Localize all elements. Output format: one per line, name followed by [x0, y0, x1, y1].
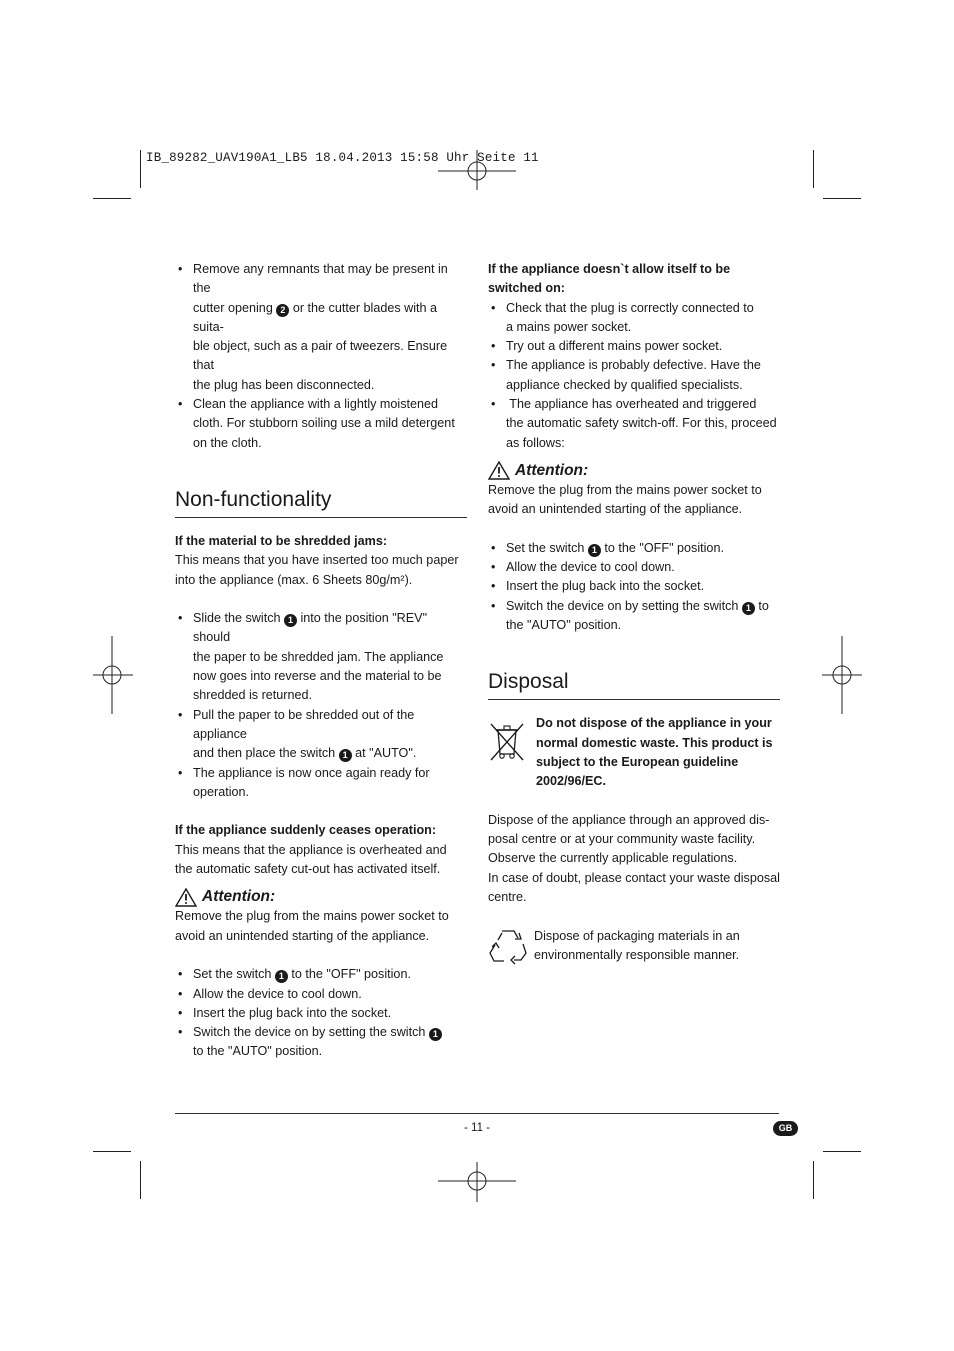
line: Remove any remnants that may be present in the: [193, 262, 448, 296]
list-item: [488, 395, 780, 453]
warning-triangle-icon: [488, 461, 510, 480]
paragraph: [488, 481, 780, 520]
line: The appliance has overheated and triggered: [506, 397, 757, 412]
attention-label: Attention:: [515, 461, 589, 479]
line: Observe the currently applicable regulations.: [488, 851, 738, 866]
crop-mark: [93, 1151, 131, 1152]
attention-label: Attention:: [202, 888, 276, 906]
crossed-bin-icon: [488, 720, 526, 762]
list-item: [175, 706, 467, 764]
line: centre.: [488, 890, 527, 905]
paragraph: [488, 811, 780, 907]
list-item: [175, 609, 467, 705]
line: Remove the plug from the mains power socket to: [175, 909, 449, 924]
line: Switch the device on by setting the switch 1: [193, 1025, 442, 1039]
crop-mark: [140, 150, 141, 188]
list-item: • Try out a different mains power socket.: [488, 337, 780, 356]
line: shredded is returned.: [193, 688, 313, 703]
line: into the appliance (max. 6 Sheets 80g/m²).: [175, 572, 413, 587]
crop-mark: [823, 198, 861, 199]
subheading: [488, 260, 780, 299]
print-slug: IB_89282_UAV190A1_LB5 18.04.2013 15:58 Uhr Seite 11: [146, 151, 539, 165]
line: normal domestic waste. This product is: [536, 735, 773, 750]
line: subject to the European guideline: [536, 754, 739, 769]
line: Slide the switch 1 into the position "REV" should: [193, 611, 428, 645]
line: If the appliance doesn`t allow itself to be: [488, 262, 731, 276]
line: posal centre or at your community waste facility.: [488, 832, 756, 847]
line: In case of doubt, please contact your waste disposal: [488, 870, 780, 885]
weee-notice: [488, 714, 780, 791]
line: avoid an unintended starting of the appliance.: [488, 502, 743, 517]
line: on the cloth.: [193, 435, 262, 450]
line: avoid an unintended starting of the appliance.: [175, 928, 430, 943]
list-item: • Insert the plug back into the socket.: [175, 1004, 467, 1023]
line: This means that the appliance is overheated and: [175, 842, 447, 857]
line: environmentally responsible manner.: [534, 947, 740, 962]
list-item: [175, 260, 467, 395]
paragraph: [175, 551, 467, 590]
line: Remove the plug from the mains power socket to: [488, 482, 762, 497]
cleaning-list: [175, 260, 467, 453]
line: the plug has been disconnected.: [193, 377, 375, 392]
footer-rule: [175, 1113, 779, 1114]
circled-number-icon: 1: [284, 614, 297, 627]
registration-mark-icon: [438, 1162, 516, 1202]
crop-mark: [823, 1151, 861, 1152]
list-item: [175, 764, 467, 803]
list-item: • Set the switch 1 to the "OFF" position.: [488, 539, 780, 558]
line: operation.: [193, 784, 250, 799]
crop-mark: [813, 150, 814, 188]
line: to the "AUTO" position.: [193, 1044, 323, 1059]
line: Pull the paper to be shredded out of the appliance: [193, 707, 415, 741]
line: Do not dispose of the appliance in your: [536, 716, 772, 731]
line: the automatic safety switch-off. For this, proceed: [506, 416, 777, 431]
packaging-text: [534, 927, 740, 971]
section-heading: Non-functionality: [175, 487, 467, 518]
list-item: [488, 356, 780, 395]
right-column: [488, 260, 780, 971]
line: the automatic safety cut-out has activated itself.: [175, 862, 441, 877]
list-item: [175, 1023, 467, 1062]
crop-mark: [813, 1161, 814, 1199]
left-column: [175, 260, 467, 1062]
attention-list: [175, 965, 467, 1061]
attention-list: [488, 539, 780, 635]
line: the "AUTO" position.: [506, 618, 622, 633]
registration-mark-icon: [93, 636, 133, 714]
paragraph: [175, 841, 467, 880]
attention-heading: [175, 887, 467, 907]
line: Switch the device on by setting the switch 1 to: [506, 598, 769, 613]
line: Dispose of packaging materials in an: [534, 928, 740, 943]
crop-mark: [140, 1161, 141, 1199]
line: switched on:: [488, 281, 565, 296]
recycle-icon: [488, 927, 528, 965]
line: The appliance is now once again ready for: [193, 765, 430, 780]
weee-icon-wrap: [488, 714, 536, 791]
line: Clean the appliance with a lightly moistened: [193, 397, 439, 412]
crop-mark: [93, 198, 131, 199]
list-item: • Insert the plug back into the socket.: [488, 577, 780, 596]
line: and then place the switch 1 at "AUTO".: [193, 746, 417, 761]
recycle-icon-wrap: [488, 927, 534, 971]
attention-heading: [488, 461, 780, 481]
jams-list: [175, 609, 467, 802]
list-item: • Set the switch 1 to the "OFF" position.: [175, 965, 467, 984]
list-item: [175, 395, 467, 453]
page-number: - 11 -: [464, 1122, 490, 1134]
registration-mark-icon: [822, 636, 862, 714]
line: 2002/96/EC.: [536, 774, 607, 789]
line: cutter opening 2 or the cutter blades with a suita-: [193, 300, 438, 334]
line: as follows:: [506, 435, 565, 450]
line: Dispose of the appliance through an approved dis-: [488, 812, 770, 827]
line: appliance checked by qualified specialists.: [506, 377, 743, 392]
circled-number-icon: 2: [276, 304, 289, 317]
line: now goes into reverse and the material to be: [193, 669, 442, 684]
weee-text: [536, 714, 773, 791]
switch-list: [488, 299, 780, 453]
subheading: If the appliance suddenly ceases operation:: [175, 823, 437, 838]
line: Check that the plug is correctly connected to: [506, 300, 754, 315]
list-item: [488, 597, 780, 636]
packaging-notice: [488, 927, 780, 971]
line: a mains power socket.: [506, 319, 632, 334]
line: the paper to be shredded jam. The appliance: [193, 649, 444, 664]
section-heading: Disposal: [488, 669, 780, 700]
circled-number-icon: 1: [429, 1028, 442, 1041]
circled-number-icon: 1: [588, 544, 601, 557]
line: This means that you have inserted too much paper: [175, 553, 459, 568]
list-item: • Allow the device to cool down.: [488, 558, 780, 577]
list-item: • Allow the device to cool down.: [175, 985, 467, 1004]
circled-number-icon: 1: [339, 749, 352, 762]
line: ble object, such as a pair of tweezers. Ensure that: [193, 339, 448, 373]
paragraph: [175, 907, 467, 946]
circled-number-icon: 1: [742, 602, 755, 615]
country-badge: GB: [773, 1121, 798, 1136]
subheading: If the material to be shredded jams:: [175, 533, 388, 548]
line: The appliance is probably defective. Have the: [506, 358, 761, 373]
list-item: [488, 299, 780, 338]
warning-triangle-icon: [175, 888, 197, 907]
circled-number-icon: 1: [275, 970, 288, 983]
line: cloth. For stubborn soiling use a mild detergent: [193, 416, 455, 431]
